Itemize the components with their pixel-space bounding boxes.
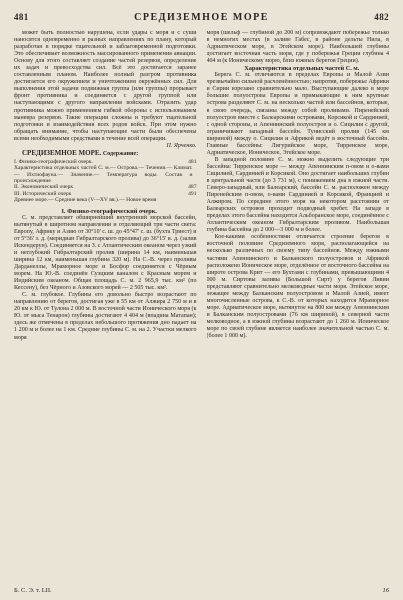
author-signature: П. Ярченко. [166, 142, 197, 149]
paragraph: может быть полностью нарушена, если удары с моря и с суши наносятся одновременно в разных направлениях по плану, который разработан в порядке тщательной и заблаговременной подготовки. Это обеспечивает возможность массированного применения авиации. Основу для этого составляет создание частей резервов, определение их задач и превосходства сил. Всё это достигается заранее составленным планом. Наиболее полный разгром противника достигается его окружением и уничтожением окружённых сил. Для выполнения этой задачи подвижная группа (или группы) прорывает фронт противника и соединяется с другой группой или наступающими с другого направления войсками. Отразить удар противника можно применением гибкой обороны с использованием маневра резервов. Такие операции сложны и требуют тщательной подготовки и взаимодействия всех родов войск. При этом нужно обращать внимание, чтобы наступающие части были обеспечены всеми необходимыми средствами в течение всей операции. [14, 30, 197, 142]
paragraph: С. м. глубокое. Глубины его довольно быстро возрастают по направлению от берегов, достигая уже в 55 км от Алжира 2 750 м и в 20 км к Ю. от Тулона 2 000 м. В восточной части Ионического моря (к Ю. от мыса Тенарон) глубины достигают 4 404 м (впадина Матапан); здесь же отмечены в пределах небольшого протяжения дно падает на 1 200 м и более на 1 км. Средние глубины С. м. на 2. Участки мелкого моря [14, 292, 197, 341]
article-heading [14, 150, 197, 158]
text-columns [14, 30, 389, 586]
toc-label: Содержание: [102, 150, 139, 157]
paragraph: Берега С. м. отличаются в пределах Европы и Малой Азии чрезвычайно сильной расчленённостью; напротив, побережье Африки и Сирии изрезано сравнительно мало. Выступающие далеко в море большие полуострова Европы и примыкающие к ним крупные острова разделяют С. м. на несколько частей или бассейнов, которые, в свою очередь, связаны между собой проливами. Пиренейский полуостров вместе с Балеарскими островами, Корсикой и Сардинией, с одной стороны, и Апеннинский полуостров и о. Сицилия с другой, ограничивают западный бассейн. Тунисский пролив (145 км шириной) между о. Сицилия и Африкой ведёт в восточный бассейн. Главные бассейны: Лигурийское море, Тирренское море, Адриатическое, Ионическое, Эгейское море. [206, 72, 389, 156]
left-column [14, 30, 197, 586]
page-number-right: 482 [374, 12, 389, 22]
page-footer [14, 584, 389, 594]
paragraph: Кое-какими особенностями отличается строение берегов в восточной половине Средиземного моря, располагающейся на несколько различных по своему типу бассейнов. Между южными частями Апеннинского и Балканского полуостровов и Африкой расположено Ионическое море, отделённое от восточного бассейна на широте острова Крит — его Бухтами с глубинами, превышающими 4 000 м. Сиртовы заливы (Большой Сирт) у берегов Ливии представляют сравнительно мелководные части моря. Эгейское море, лежащее между Балканским полуостровом и Малой Азией, имеет многочисленные острова, к С.-В. от которых находится Мраморное море. Адриатическое море, вытянутое на 800 км между Апеннинским и Балканским полуостровами (76 км шириной), в северной части мелководное, а в южной глубины возрастают до 1 260 м. Ионическое море по своей глубине является наиболее значительной частью С. м. (более 1 000 м). [206, 234, 389, 340]
paragraph: С. м. представляет обширнейший внутренний морской бассейн, вытянутый в широтном направлении и отделяющий три части света: Европу, Африку и Азию от 30°10' с. ш. до 45°47' с. ш. (бухта Триест) и от 5°36' з. д. (меридиан Гибралтарского пролива) до 36°15' в. д. (залив Искендерун). Соединяется на З. с Атлантическим океаном через узкий и неглубокий Гибралтарский пролив (ширина 14 км, наименьшая ширина 12 км, наименьшая глубина 320 м). На С.-В. через проливы Дарданеллы, Мраморное море и Босфор соединяется с Чёрным морем. На Ю.-В. соединён Суэцким каналом с Красным морем и Индийским океаном. Общая площадь С. м. 2 965,9 тыс. км² (по Кессену), без Чёрного и Азовского морей — 2 505 тыс. км². [14, 214, 197, 292]
paragraph: В западной половине С. м. можно выделить следующие три бассейна: Тирренское море — между Апеннинским п-овом и о-вами Сицилией, Сардинией и Корсикой. Оно достигает наибольших глубин в центральной части (до 3 731 м), с понижением дна в южной части. Северо-западный, или Балеарский, бассейн С. м. расположен между Пиренейским п-овом, о-вами Сардинией и Корсикой, Францией и Алжиром. По середине этого моря на некотором расстоянии от Балеарских островов проходит подводный хребет. На западе в пределах этого бассейна находится Альборанское море, соединённое с Атлантическим океаном Гибралтарским проливом. Наибольшая глубина бассейна до 2 000—3 000 м и более. [206, 156, 389, 234]
article-title: СРЕДИЗЕМНОЕ МОРЕ. [22, 148, 102, 157]
subsection-title: Характеристика отдельных частей С. м. [244, 65, 360, 73]
signature-mark: Б. С. Э. т. LII. [14, 587, 52, 594]
sheet-number: 16 [382, 587, 389, 594]
running-title: СРЕДИЗЕМНОЕ МОРЕ [134, 12, 269, 23]
toc-entry: III. Исторический очерк 491 [14, 190, 197, 197]
toc-entry: Древнее море.— Средние века (V—XV вв.).— Новое время [14, 197, 157, 204]
section-title: I. Физико-географический очерк. [61, 207, 157, 215]
toc-entry: II. Экономический очерк 487 [14, 184, 197, 191]
page-number-left: 481 [14, 12, 29, 22]
toc-entry: Характеристика отдельных частей С. м.— Острова.— Течения.— Климат.— Ихтиофауна.— Значение.— Температура воды. Состав и происхождение [14, 165, 193, 185]
page-header [14, 12, 389, 26]
paragraph: моря (шельф — глубиной до 200 м) сопровождают побережье только в немногих местах (в заливе Габес, в районе дельты Нила, в Адриатическом море, в Эгейском море). Наибольшей глубины достигает восточная часть моря, где у побережья Греции глубина 4 404 м (к Ионическому морю, близ южных берегов Греции). [206, 30, 389, 65]
right-column [207, 30, 390, 586]
table-of-contents [14, 159, 197, 204]
toc-entry: I. Физико-географический очерк. 481 [14, 158, 197, 165]
